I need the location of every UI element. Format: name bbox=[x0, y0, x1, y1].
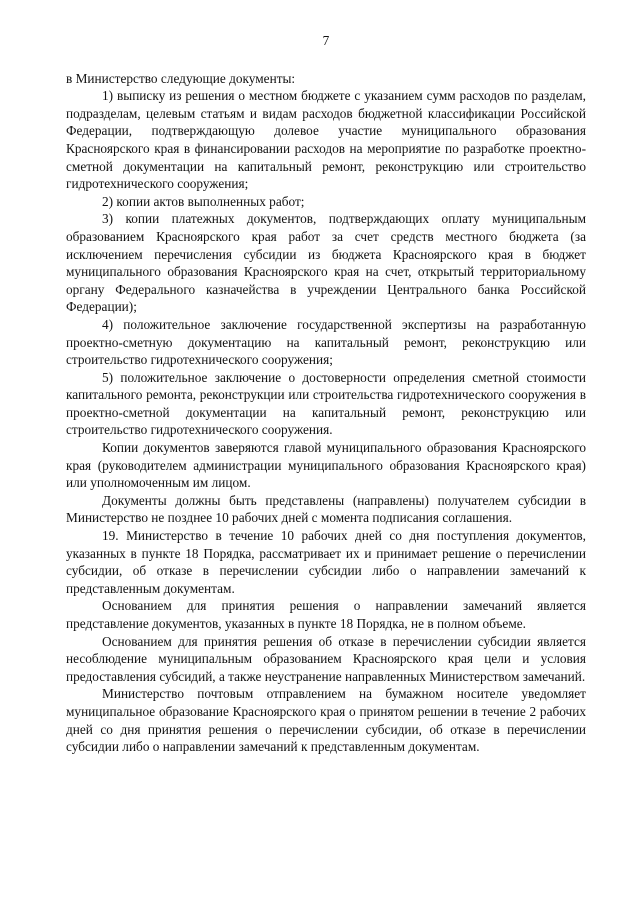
paragraph-item-4: 4) положительное заключение государственной экспертизы на разработанную проектно-сметную документацию на капитальный ремонт, реконструкцию или строительство гидротехнического сооружения; bbox=[66, 316, 586, 368]
paragraph-intro: в Министерство следующие документы: bbox=[66, 70, 296, 86]
page-number: 7 bbox=[322, 33, 330, 48]
paragraph-refusal-basis: Основанием для принятия решения об отказе в перечислении субсидии является несоблюдение муниципальным образованием Красноярского края цели и условия предоставления субсидий, а также неустранение направленных Министерством замечаний. bbox=[66, 633, 586, 684]
paragraph-item-2: 2) копии актов выполненных работ; bbox=[102, 193, 305, 209]
paragraph-item-5: 5) положительное заключение о достоверности определения сметной стоимости капитального ремонта, реконструкции или строительства гидротехнического сооружения в проектно-сметной документации на капитальный ремонт, реконструкцию или строительство гидротехнического сооружения. bbox=[66, 369, 586, 438]
paragraph-notification: Министерство почтовым отправлением на бумажном носителе уведомляет муниципальное образование Красноярского края о принятом решении в течение 2 рабочих дней со дня принятия решения о перечислении субсидии, об отказе в перечислении субсидии либо о направлении замечаний к представленным документам. bbox=[66, 686, 586, 755]
paragraph-item-3: 3) копии платежных документов, подтверждающих оплату муниципальным образованием Красноярского края работ за счет средств местного бюджета (за исключением перечисления субсидии из бюджета Красноярского края в бюджет муниципального образования Красноярского края на счет, открытый территориальному органу Федерального казначейства в учреждении Центрального банка Российской Федерации); bbox=[66, 211, 586, 315]
paragraph-section-19: 19. Министерство в течение 10 рабочих дней со дня поступления документов, указанных в пункте 18 Порядка, рассматривает их и принимает решение о перечислении субсидии, об отказе в перечислении субсидии либо о направлении замечаний к представленным документам. bbox=[66, 528, 586, 596]
paragraph-item-1: 1) выписку из решения о местном бюджете с указанием сумм расходов по разделам, подразделам, целевым статьям и видам расходов бюджетной классификации Российской Федерации, подтверждающую долевое участие муниципального образования Красноярского края в финансировании расходов на мероприятие по разработке проектно-сметной документации на капитальный ремонт, реконструкцию или строительство гидротехнического сооружения; bbox=[66, 88, 586, 192]
paragraph-remarks-basis: Основанием для принятия решения о направлении замечаний является представление документов, указанных в пункте 18 Порядка, не в полном объеме. bbox=[66, 598, 586, 631]
paragraph-copies-certification: Копии документов заверяются главой муниципального образования Красноярского края (руководителем администрации муниципального образования Красноярского края) или уполномоченным им лицом. bbox=[66, 440, 586, 491]
paragraph-submission-deadline: Документы должны быть представлены (направлены) получателем субсидии в Министерство не позднее 10 рабочих дней с момента подписания соглашения. bbox=[66, 492, 586, 526]
